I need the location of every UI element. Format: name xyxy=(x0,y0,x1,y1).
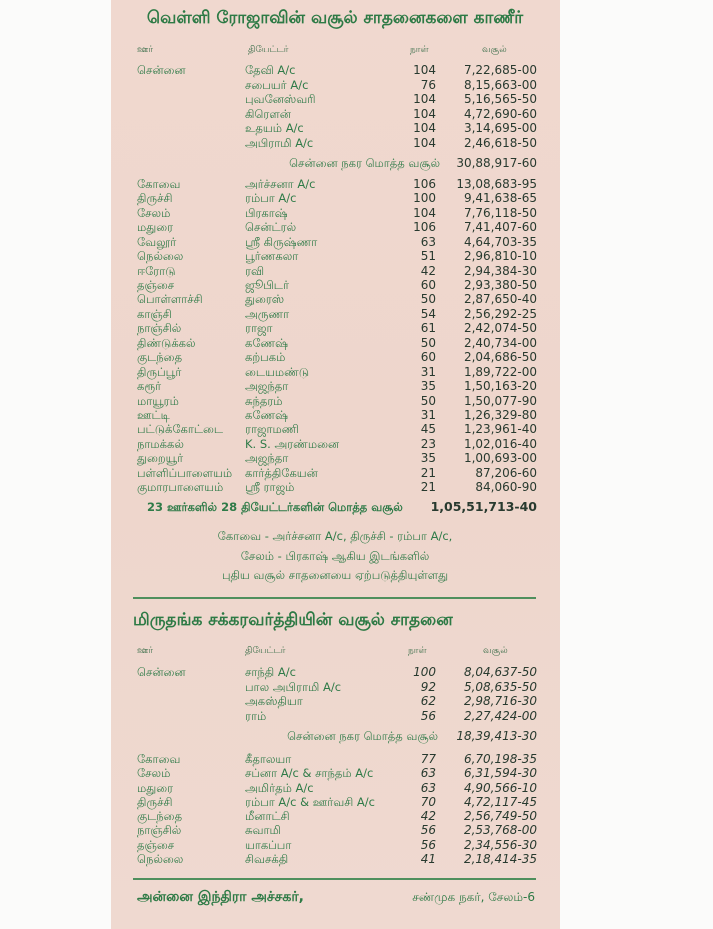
days-cell: 104 xyxy=(413,121,436,136)
collection-cell: 1,50,077-90 xyxy=(463,393,537,408)
theatre-cell: புவனேஸ்வரி xyxy=(245,92,316,107)
table-row xyxy=(0,235,713,249)
town-cell: நெல்லை xyxy=(137,852,184,866)
table-row xyxy=(0,665,713,679)
theatre-cell: கீதாலயா xyxy=(245,752,292,766)
collection-cell: 4,90,566-10 xyxy=(463,781,537,795)
days-cell: 50 xyxy=(420,292,436,307)
days-cell: 104 xyxy=(413,63,436,77)
record-note-line: புதிய வசூல் சாதனையை ஏற்படுத்தியுள்ளது xyxy=(221,568,449,582)
table-row xyxy=(0,249,713,263)
collection-cell: 7,41,407-60 xyxy=(463,220,537,235)
theatre-cell: பூர்ணகலா xyxy=(245,249,299,264)
collection-cell: 7,22,685-00 xyxy=(463,63,537,77)
theatre-cell: ராம் xyxy=(245,709,267,723)
theatre-cell: அருணா xyxy=(245,306,290,321)
days-cell: 60 xyxy=(420,278,436,292)
days-cell: 63 xyxy=(420,766,436,780)
theatre-cell: K. S. அரண்மனை xyxy=(245,436,340,451)
theatre-cell: மீனாட்சி xyxy=(245,809,290,823)
days-cell: 56 xyxy=(420,709,436,723)
table-row xyxy=(0,206,713,220)
days-cell: 41 xyxy=(420,852,436,866)
theatre-cell: ரம்பா A/c & ஊர்வசி A/c xyxy=(245,795,375,809)
table-row xyxy=(0,422,713,436)
days-cell: 106 xyxy=(413,220,436,235)
days-cell: 35 xyxy=(420,379,436,393)
days-cell: 21 xyxy=(420,465,436,480)
chennai-total-value: 18,39,413-30 xyxy=(456,729,537,743)
days-cell: 60 xyxy=(420,350,436,365)
town-cell: பட்டுக்கோட்டை xyxy=(137,422,224,437)
grand-total-label: 23 ஊர்களில் 28 தியேட்டர்களின் மொத்த வசூல் xyxy=(147,500,403,514)
theatre-cell: சுவாமி xyxy=(245,823,281,837)
town-cell: குடந்தை xyxy=(137,350,183,365)
town-cell: மதுரை xyxy=(137,781,174,795)
header-theatre: தியேட்டர் xyxy=(248,45,289,55)
table-row xyxy=(0,809,713,823)
table-row xyxy=(0,336,713,350)
header-days: நாள் xyxy=(408,646,427,656)
town-cell: பொள்ளாச்சி xyxy=(137,292,203,307)
days-cell: 21 xyxy=(420,480,436,494)
theatre-cell: கணேஷ் xyxy=(245,407,289,422)
days-cell: 56 xyxy=(420,838,436,852)
days-cell: 42 xyxy=(420,263,436,278)
chennai-total-label: சென்னை நகர மொத்த வசூல் xyxy=(289,156,440,170)
table-row xyxy=(0,766,713,780)
table-row xyxy=(0,350,713,364)
header-days: நாள் xyxy=(410,45,429,55)
collection-cell: 8,15,663-00 xyxy=(463,77,537,92)
town-cell: நாமக்கல் xyxy=(137,436,184,451)
printer-address: சண்முக நகர், சேலம்-6 xyxy=(412,890,535,904)
town-cell: திருப்பூர் xyxy=(137,364,182,379)
town-cell: தஞ்சை xyxy=(137,278,175,292)
town-cell: கரூர் xyxy=(137,379,162,393)
days-cell: 92 xyxy=(420,680,436,694)
section2-title: மிருதங்க சக்கரவர்த்தியின் வசூல் சாதனை xyxy=(133,610,453,630)
printer-name: அன்னை இந்திரா அச்சகர், xyxy=(137,889,304,905)
collection-cell: 2,93,380-50 xyxy=(463,278,537,292)
table-row xyxy=(0,752,713,766)
table-row xyxy=(0,838,713,852)
days-cell: 61 xyxy=(420,321,436,336)
days-cell: 42 xyxy=(420,809,436,823)
collection-cell: 2,96,810-10 xyxy=(463,249,537,264)
table-row xyxy=(0,437,713,451)
theatre-cell: கணேஷ் xyxy=(245,335,289,350)
town-cell: நாஞ்சில் xyxy=(137,321,182,336)
header-town: ஊர் xyxy=(137,646,154,656)
town-cell: மாயூரம் xyxy=(137,393,179,408)
theatre-cell: சுந்தரம் xyxy=(245,393,283,408)
days-cell: 104 xyxy=(413,136,436,150)
town-cell: நாஞ்சில் xyxy=(137,823,182,837)
chennai-total-label: சென்னை நகர மொத்த வசூல் xyxy=(287,729,438,743)
table-row xyxy=(0,107,713,121)
theatre-cell: அஜந்தா xyxy=(245,379,289,393)
theatre-cell: அகஸ்தியா xyxy=(245,694,303,708)
town-cell: திருச்சி xyxy=(137,191,173,206)
theatre-cell: பிரகாஷ் xyxy=(245,205,288,220)
town-cell: வேலூர் xyxy=(137,234,177,249)
days-cell: 31 xyxy=(420,364,436,379)
collection-cell: 2,53,768-00 xyxy=(463,823,537,837)
collection-cell: 7,76,118-50 xyxy=(463,205,537,220)
days-cell: 77 xyxy=(420,752,436,766)
collection-cell: 84,060-90 xyxy=(475,480,537,494)
table-row xyxy=(0,321,713,335)
collection-cell: 2,94,384-30 xyxy=(463,263,537,278)
table-row xyxy=(0,307,713,321)
table-row xyxy=(0,78,713,92)
collection-cell: 13,08,683-95 xyxy=(456,177,537,191)
theatre-cell: அபிராமி A/c xyxy=(245,136,314,150)
collection-cell: 6,31,594-30 xyxy=(463,766,537,780)
section1-title: வெள்ளி ரோஜாவின் வசூல் சாதனைகளை காணீர் xyxy=(146,8,524,28)
days-cell: 51 xyxy=(420,249,436,264)
collection-cell: 3,14,695-00 xyxy=(463,121,537,136)
days-cell: 104 xyxy=(413,92,436,107)
table-row xyxy=(0,480,713,494)
theatre-cell: கிரௌன் xyxy=(245,106,291,121)
chennai-total-value: 30,88,917-60 xyxy=(456,156,537,170)
town-cell: நெல்லை xyxy=(137,249,184,264)
town-cell: சென்னை xyxy=(137,63,186,77)
town-cell: ஊட்டி xyxy=(137,407,170,422)
collection-cell: 4,72,117-45 xyxy=(463,795,537,809)
theatre-cell: பால அபிராமி A/c xyxy=(245,680,342,694)
theatre-cell: சபையர் A/c xyxy=(245,77,309,92)
days-cell: 62 xyxy=(420,694,436,708)
table-row xyxy=(0,121,713,135)
collection-cell: 1,89,722-00 xyxy=(463,364,537,379)
footer-divider xyxy=(133,878,536,880)
days-cell: 54 xyxy=(420,306,436,321)
collection-cell: 5,08,635-50 xyxy=(463,680,537,694)
town-cell: திண்டுக்கல் xyxy=(137,335,196,350)
collection-cell: 2,34,556-30 xyxy=(463,838,537,852)
days-cell: 50 xyxy=(420,335,436,350)
theatre-cell: அர்ச்சனா A/c xyxy=(245,177,316,191)
days-cell: 23 xyxy=(420,436,436,451)
table-row xyxy=(0,264,713,278)
record-note-line: கோவை - அர்ச்சனா A/c, திருச்சி - ரம்பா A/c, xyxy=(217,529,453,543)
header-town: ஊர் xyxy=(137,45,154,55)
days-cell: 106 xyxy=(413,177,436,191)
section-divider xyxy=(133,597,536,599)
collection-cell: 1,50,163-20 xyxy=(463,379,537,393)
grand-total-value: 1,05,51,713-40 xyxy=(430,499,537,514)
collection-cell: 6,70,198-35 xyxy=(463,752,537,766)
collection-cell: 1,26,329-80 xyxy=(463,407,537,422)
table-row xyxy=(0,852,713,866)
days-cell: 31 xyxy=(420,407,436,422)
town-cell: குமாரபாளையம் xyxy=(137,480,224,494)
table-row xyxy=(0,292,713,306)
theatre-cell: தேவி A/c xyxy=(245,63,296,77)
table-row xyxy=(0,394,713,408)
theatre-cell: கற்பகம் xyxy=(245,350,286,365)
collection-cell: 1,23,961-40 xyxy=(463,422,537,437)
days-cell: 63 xyxy=(420,234,436,249)
town-cell: சென்னை xyxy=(137,665,186,679)
town-cell: திருச்சி xyxy=(137,795,173,809)
theatre-cell: யாகப்பா xyxy=(245,838,292,852)
days-cell: 76 xyxy=(420,77,436,92)
days-cell: 35 xyxy=(420,451,436,466)
collection-cell: 2,46,618-50 xyxy=(463,136,537,150)
days-cell: 104 xyxy=(413,106,436,121)
collection-cell: 1,02,016-40 xyxy=(463,436,537,451)
days-cell: 100 xyxy=(413,191,436,206)
days-cell: 104 xyxy=(413,205,436,220)
theatre-cell: ஜூபிடர் xyxy=(245,278,289,292)
record-note-line: சேலம் - பிரகாஷ் ஆகிய இடங்களில் xyxy=(240,549,430,563)
town-cell: கோவை xyxy=(137,177,181,191)
town-cell: சேலம் xyxy=(137,205,171,220)
town-cell: காஞ்சி xyxy=(137,306,172,321)
theatre-cell: சாந்தி A/c xyxy=(245,665,296,679)
town-cell: குடந்தை xyxy=(137,809,183,823)
table-row xyxy=(0,823,713,837)
header-collection: வசூல் xyxy=(483,646,508,656)
theatre-cell: அஜந்தா xyxy=(245,451,289,466)
theatre-cell: சிவசக்தி xyxy=(245,852,289,866)
theatre-cell: ஸ்ரீ கிருஷ்ணா xyxy=(245,234,318,249)
collection-cell: 8,04,637-50 xyxy=(463,665,537,679)
collection-cell: 2,56,749-50 xyxy=(463,809,537,823)
table-row xyxy=(0,466,713,480)
town-cell: சேலம் xyxy=(137,766,171,780)
table-row xyxy=(0,451,713,465)
collection-cell: 2,18,414-35 xyxy=(463,852,537,866)
theatre-cell: சப்னா A/c & சாந்தம் A/c xyxy=(245,766,374,780)
table-row xyxy=(0,694,713,708)
table-row xyxy=(0,781,713,795)
theatre-cell: ஸ்ரீ ராஜம் xyxy=(245,480,295,494)
table-row xyxy=(0,365,713,379)
collection-cell: 2,87,650-40 xyxy=(463,292,537,307)
collection-cell: 2,40,734-00 xyxy=(463,335,537,350)
collection-cell: 2,27,424-00 xyxy=(463,709,537,723)
collection-cell: 87,206-60 xyxy=(475,465,537,480)
town-cell: பள்ளிப்பாளையம் xyxy=(137,465,233,480)
collection-cell: 2,04,686-50 xyxy=(463,350,537,365)
table-row xyxy=(0,278,713,292)
theatre-cell: ரம்பா A/c xyxy=(245,191,297,206)
table-row xyxy=(0,63,713,77)
theatre-cell: உதயம் A/c xyxy=(245,121,304,136)
theatre-cell: ராஜா xyxy=(245,321,273,336)
table-row xyxy=(0,136,713,150)
days-cell: 56 xyxy=(420,823,436,837)
collection-cell: 4,64,703-35 xyxy=(463,234,537,249)
collection-cell: 2,42,074-50 xyxy=(463,321,537,336)
town-cell: மதுரை xyxy=(137,220,174,235)
theatre-cell: கார்த்திகேயன் xyxy=(245,465,318,480)
theatre-cell: சென்ட்ரல் xyxy=(245,220,297,235)
table-row xyxy=(0,92,713,106)
table-row xyxy=(0,795,713,809)
town-cell: கோவை xyxy=(137,752,181,766)
collection-cell: 1,00,693-00 xyxy=(463,451,537,466)
days-cell: 50 xyxy=(420,393,436,408)
header-collection: வசூல் xyxy=(482,45,507,55)
collection-cell: 9,41,638-65 xyxy=(463,191,537,206)
table-row xyxy=(0,709,713,723)
collection-cell: 5,16,565-50 xyxy=(463,92,537,107)
theatre-cell: ரவி xyxy=(245,263,265,278)
town-cell: துறையூர் xyxy=(137,451,184,466)
theatre-cell: அமிர்தம் A/c xyxy=(245,781,314,795)
days-cell: 100 xyxy=(413,665,436,679)
table-row xyxy=(0,191,713,205)
town-cell: ஈரோடு xyxy=(137,263,176,278)
table-row xyxy=(0,379,713,393)
theatre-cell: டையமண்டு xyxy=(245,364,310,379)
days-cell: 63 xyxy=(420,781,436,795)
theatre-cell: துரைஸ் xyxy=(245,292,285,307)
table-row xyxy=(0,220,713,234)
theatre-cell: ராஜாமணி xyxy=(245,422,299,437)
collection-cell: 2,98,716-30 xyxy=(463,694,537,708)
table-row xyxy=(0,177,713,191)
table-row xyxy=(0,408,713,422)
header-theatre: தியேட்டர் xyxy=(245,646,286,656)
collection-cell: 2,56,292-25 xyxy=(463,306,537,321)
days-cell: 45 xyxy=(420,422,436,437)
table-row xyxy=(0,680,713,694)
town-cell: தஞ்சை xyxy=(137,838,175,852)
days-cell: 70 xyxy=(420,795,436,809)
collection-cell: 4,72,690-60 xyxy=(463,106,537,121)
